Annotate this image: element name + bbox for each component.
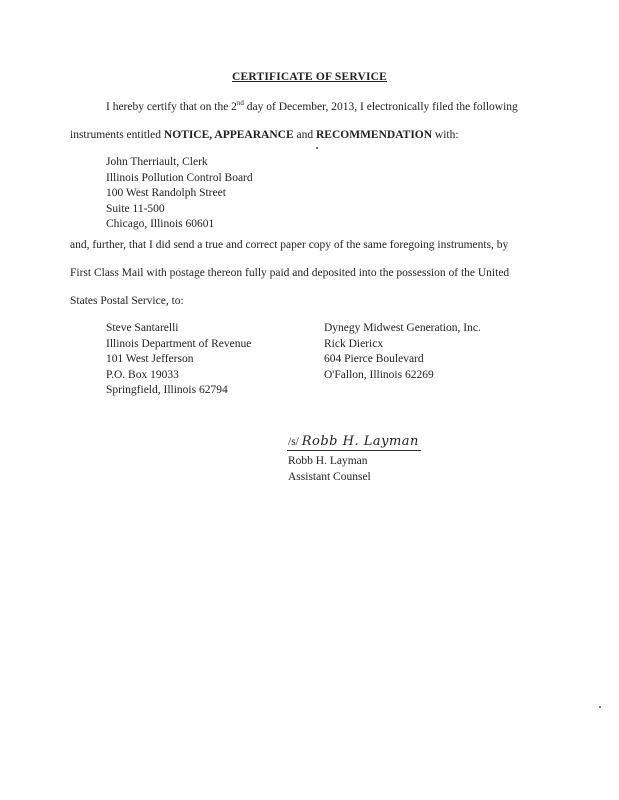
address-line: Steve Santarelli — [106, 322, 179, 334]
address-line: Dynegy Midwest Generation, Inc. — [324, 322, 481, 334]
address-line: 604 Pierce Boulevard — [324, 353, 424, 365]
signer-block — [288, 454, 371, 485]
address-line: 100 West Randolph Street — [106, 187, 226, 199]
instrument-recommendation: RECOMMENDATION — [315, 129, 433, 141]
address-line: John Therriault, Clerk — [106, 156, 208, 168]
signature-script: Robb H. Layman — [301, 434, 419, 449]
address-line: P.O. Box 19033 — [106, 368, 179, 381]
instruments-text: instruments entitled — [70, 129, 164, 141]
address-line: Illinois Pollution Control Board — [106, 171, 253, 184]
address-line: Rick Diericx — [324, 337, 384, 350]
certification-text-cont: day of December, 2013, I electronically filed the following — [243, 101, 518, 113]
signer-name: Robb H. Layman — [288, 455, 368, 467]
service-line-1: and, further, that I did send a true and correct paper copy of the same foregoing instruments, by — [70, 239, 509, 251]
signer-title: Assistant Counsel — [288, 470, 371, 483]
ordinal-suffix: nd — [236, 99, 244, 108]
certification-line-1 — [106, 100, 518, 115]
address-line: Springfield, Illinois 62794 — [106, 384, 228, 396]
address-line: Chicago, Illinois 60601 — [106, 218, 215, 230]
signature-prefix: /s/ — [288, 436, 299, 448]
clerk-address-block — [106, 155, 253, 233]
service-line-2: First Class Mail with postage thereon fully paid and deposited into the possession of the United — [70, 267, 510, 279]
document-title: CERTIFICATE OF SERVICE — [231, 71, 388, 83]
with-text: with: — [432, 129, 459, 141]
signature — [288, 434, 419, 450]
service-line-3: States Postal Service, to: — [70, 295, 184, 307]
address-line: 101 West Jefferson — [106, 353, 194, 365]
certification-line-2 — [70, 128, 459, 143]
scan-speck — [599, 706, 601, 708]
address-line: O'Fallon, Illinois 62269 — [324, 368, 434, 381]
instrument-names: NOTICE, APPEARANCE — [163, 129, 294, 141]
scan-speck — [316, 147, 318, 149]
conjunction-text: and — [293, 129, 316, 141]
address-line: Suite 11-500 — [106, 202, 165, 215]
recipient-address-left — [106, 321, 251, 399]
recipient-address-right — [324, 321, 481, 383]
certification-text: I hereby certify that on the 2 — [106, 101, 237, 113]
address-line: Illinois Department of Revenue — [106, 337, 252, 350]
